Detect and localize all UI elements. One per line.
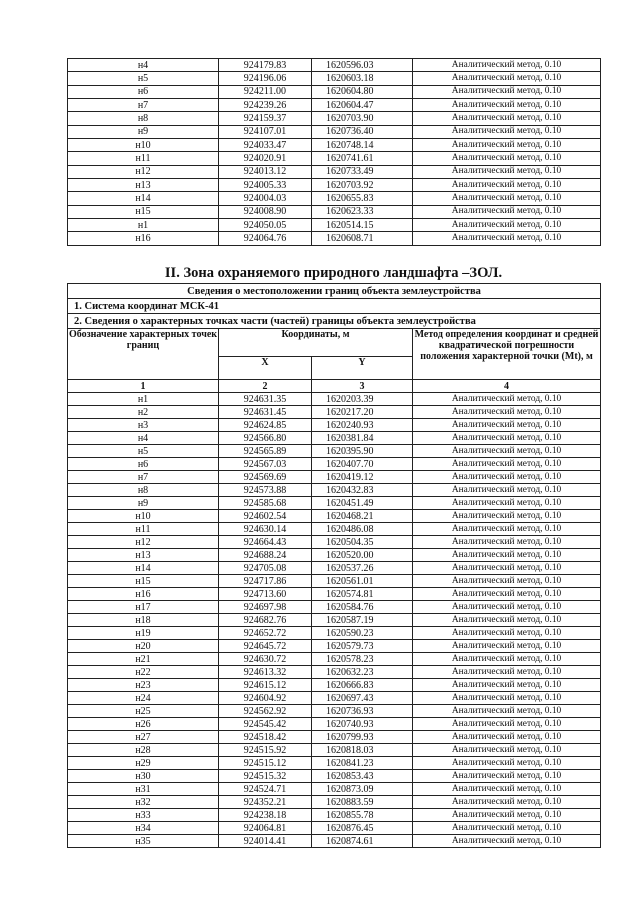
point-id: н16 xyxy=(68,232,219,245)
coordinate-y: 1620590.23 xyxy=(312,627,413,640)
coordinate-x: 924020.91 xyxy=(219,152,312,165)
coordinate-y: 1620603.18 xyxy=(312,72,413,85)
method-cell: Аналитический метод, 0.10 xyxy=(413,536,601,549)
point-id: н23 xyxy=(68,679,219,692)
column-number: 4 xyxy=(413,380,601,393)
coordinate-y: 1620604.47 xyxy=(312,99,413,112)
table-row xyxy=(68,744,601,757)
table-row xyxy=(68,770,601,783)
method-cell: Аналитический метод, 0.10 xyxy=(413,139,601,152)
point-id: н13 xyxy=(68,549,219,562)
point-id: н27 xyxy=(68,731,219,744)
coordinate-x: 924613.32 xyxy=(219,666,312,679)
coordinate-y: 1620883.59 xyxy=(312,796,413,809)
table-row xyxy=(68,112,601,125)
method-cell: Аналитический метод, 0.10 xyxy=(413,165,601,178)
method-cell: Аналитический метод, 0.10 xyxy=(413,601,601,614)
coordinate-y: 1620608.71 xyxy=(312,232,413,245)
method-cell: Аналитический метод, 0.10 xyxy=(413,192,601,205)
coordinate-y: 1620504.35 xyxy=(312,536,413,549)
table-row xyxy=(68,640,601,653)
point-id: н9 xyxy=(68,125,219,138)
coordinate-y: 1620736.40 xyxy=(312,125,413,138)
column-number: 1 xyxy=(68,380,219,393)
coordinate-y: 1620853.43 xyxy=(312,770,413,783)
point-id: н18 xyxy=(68,614,219,627)
table-row xyxy=(68,692,601,705)
point-id: н24 xyxy=(68,692,219,705)
coordinate-y: 1620578.23 xyxy=(312,653,413,666)
method-cell: Аналитический метод, 0.10 xyxy=(413,219,601,232)
coordinate-y: 1620561.01 xyxy=(312,575,413,588)
table-row xyxy=(68,627,601,640)
location-caption: Сведения о местоположении границ объекта землеустройства xyxy=(68,284,601,299)
table-row xyxy=(68,59,601,72)
point-id: н6 xyxy=(68,458,219,471)
coordinates-table-continued xyxy=(67,58,601,246)
table-row xyxy=(68,731,601,744)
coordinate-x: 924569.69 xyxy=(219,471,312,484)
method-cell: Аналитический метод, 0.10 xyxy=(413,614,601,627)
point-id: н7 xyxy=(68,471,219,484)
point-id: н4 xyxy=(68,432,219,445)
coordinate-x: 924713.60 xyxy=(219,588,312,601)
coordinate-y: 1620697.43 xyxy=(312,692,413,705)
method-cell: Аналитический метод, 0.10 xyxy=(413,497,601,510)
method-cell: Аналитический метод, 0.10 xyxy=(413,152,601,165)
column-number-row xyxy=(68,380,601,393)
table-row xyxy=(68,125,601,138)
table-row xyxy=(68,232,601,245)
coordinate-x: 924196.06 xyxy=(219,72,312,85)
method-cell: Аналитический метод, 0.10 xyxy=(413,666,601,679)
method-cell: Аналитический метод, 0.10 xyxy=(413,640,601,653)
coordinate-x: 924697.98 xyxy=(219,601,312,614)
table-row xyxy=(68,165,601,178)
point-id: н1 xyxy=(68,393,219,406)
coordinate-x: 924573.88 xyxy=(219,484,312,497)
table-row xyxy=(68,783,601,796)
table-row xyxy=(68,588,601,601)
point-id: н30 xyxy=(68,770,219,783)
coordinate-y: 1620468.21 xyxy=(312,510,413,523)
method-cell: Аналитический метод, 0.10 xyxy=(413,705,601,718)
coordinate-x: 924652.72 xyxy=(219,627,312,640)
coordinate-x: 924515.32 xyxy=(219,770,312,783)
point-id: н16 xyxy=(68,588,219,601)
coordinate-x: 924585.68 xyxy=(219,497,312,510)
table-row xyxy=(68,219,601,232)
coordinate-x: 924064.81 xyxy=(219,822,312,835)
boundary-points-table-body xyxy=(68,284,601,848)
point-id: н12 xyxy=(68,536,219,549)
point-id: н8 xyxy=(68,112,219,125)
method-cell: Аналитический метод, 0.10 xyxy=(413,835,601,848)
coordinate-y: 1620451.49 xyxy=(312,497,413,510)
table-row xyxy=(68,419,601,432)
table-row xyxy=(68,809,601,822)
method-cell: Аналитический метод, 0.10 xyxy=(413,179,601,192)
point-id: н3 xyxy=(68,419,219,432)
coordinate-x: 924008.90 xyxy=(219,205,312,218)
coordinate-x: 924159.37 xyxy=(219,112,312,125)
point-id: н17 xyxy=(68,601,219,614)
point-id: н1 xyxy=(68,219,219,232)
table-row xyxy=(68,653,601,666)
coordinate-y: 1620584.76 xyxy=(312,601,413,614)
header-method: Метод определения координат и средней квадратической погрешности положения характерной точки (Mt), м xyxy=(413,329,601,380)
point-id: н21 xyxy=(68,653,219,666)
table-row xyxy=(68,523,601,536)
method-cell: Аналитический метод, 0.10 xyxy=(413,393,601,406)
coordinate-y: 1620703.92 xyxy=(312,179,413,192)
method-cell: Аналитический метод, 0.10 xyxy=(413,406,601,419)
coordinate-x: 924004.03 xyxy=(219,192,312,205)
coordinate-y: 1620419.12 xyxy=(312,471,413,484)
point-id: н9 xyxy=(68,497,219,510)
table-row xyxy=(68,835,601,848)
method-cell: Аналитический метод, 0.10 xyxy=(413,419,601,432)
coordinate-x: 924604.92 xyxy=(219,692,312,705)
coordinate-y: 1620520.00 xyxy=(312,549,413,562)
coordinate-x: 924631.45 xyxy=(219,406,312,419)
coordinate-x: 924664.43 xyxy=(219,536,312,549)
table-row xyxy=(68,679,601,692)
column-number: 3 xyxy=(312,380,413,393)
coordinate-system-label: 1. Система координат МСК-41 xyxy=(68,299,601,314)
table-row xyxy=(68,484,601,497)
point-id: н14 xyxy=(68,192,219,205)
coordinate-x: 924050.05 xyxy=(219,219,312,232)
coordinate-y: 1620874.61 xyxy=(312,835,413,848)
coordinate-x: 924717.86 xyxy=(219,575,312,588)
method-cell: Аналитический метод, 0.10 xyxy=(413,718,601,731)
coordinate-y: 1620514.15 xyxy=(312,219,413,232)
section-title: II. Зона охраняемого природного ландшафта –ЗОЛ. xyxy=(164,265,503,281)
coordinate-x: 924630.14 xyxy=(219,523,312,536)
method-cell: Аналитический метод, 0.10 xyxy=(413,99,601,112)
coordinate-x: 924352.21 xyxy=(219,796,312,809)
point-id: н35 xyxy=(68,835,219,848)
point-id: н5 xyxy=(68,72,219,85)
method-cell: Аналитический метод, 0.10 xyxy=(413,232,601,245)
table-row xyxy=(68,666,601,679)
table-row xyxy=(68,562,601,575)
coordinate-y: 1620733.49 xyxy=(312,165,413,178)
header-coordinates: Координаты, м xyxy=(219,329,413,357)
table-row xyxy=(68,205,601,218)
method-cell: Аналитический метод, 0.10 xyxy=(413,770,601,783)
coordinate-x: 924179.83 xyxy=(219,59,312,72)
point-id: н7 xyxy=(68,99,219,112)
point-id: н31 xyxy=(68,783,219,796)
coordinate-x: 924515.12 xyxy=(219,757,312,770)
coordinate-y: 1620486.08 xyxy=(312,523,413,536)
coordinate-x: 924602.54 xyxy=(219,510,312,523)
coordinate-y: 1620579.73 xyxy=(312,640,413,653)
coordinate-x: 924033.47 xyxy=(219,139,312,152)
table-row xyxy=(68,796,601,809)
parts-caption: 2. Сведения о характерных точках части (частей) границы объекта землеустройства xyxy=(68,314,601,329)
table-row xyxy=(68,85,601,98)
method-cell: Аналитический метод, 0.10 xyxy=(413,510,601,523)
coordinate-y: 1620537.26 xyxy=(312,562,413,575)
point-id: н15 xyxy=(68,575,219,588)
coordinate-y: 1620203.39 xyxy=(312,393,413,406)
method-cell: Аналитический метод, 0.10 xyxy=(413,653,601,666)
method-cell: Аналитический метод, 0.10 xyxy=(413,783,601,796)
method-cell: Аналитический метод, 0.10 xyxy=(413,679,601,692)
coordinate-x: 924238.18 xyxy=(219,809,312,822)
coordinate-y: 1620799.93 xyxy=(312,731,413,744)
method-cell: Аналитический метод, 0.10 xyxy=(413,458,601,471)
point-id: н4 xyxy=(68,59,219,72)
method-cell: Аналитический метод, 0.10 xyxy=(413,588,601,601)
table-row xyxy=(68,139,601,152)
coordinate-y: 1620841.23 xyxy=(312,757,413,770)
coordinate-x: 924013.12 xyxy=(219,165,312,178)
point-id: н13 xyxy=(68,179,219,192)
table-row xyxy=(68,99,601,112)
coordinate-y: 1620818.03 xyxy=(312,744,413,757)
coordinate-y: 1620596.03 xyxy=(312,59,413,72)
table-row xyxy=(68,510,601,523)
coordinate-x: 924239.26 xyxy=(219,99,312,112)
coordinate-x: 924518.42 xyxy=(219,731,312,744)
coordinate-x: 924566.80 xyxy=(219,432,312,445)
method-cell: Аналитический метод, 0.10 xyxy=(413,549,601,562)
table-row xyxy=(68,179,601,192)
method-cell: Аналитический метод, 0.10 xyxy=(413,796,601,809)
point-id: н25 xyxy=(68,705,219,718)
coordinate-y: 1620873.09 xyxy=(312,783,413,796)
point-id: н32 xyxy=(68,796,219,809)
coordinate-y: 1620876.45 xyxy=(312,822,413,835)
coordinate-y: 1620240.93 xyxy=(312,419,413,432)
method-cell: Аналитический метод, 0.10 xyxy=(413,575,601,588)
boundary-points-table xyxy=(67,283,601,848)
coordinate-y: 1620655.83 xyxy=(312,192,413,205)
coordinate-y: 1620381.84 xyxy=(312,432,413,445)
table-row xyxy=(68,549,601,562)
coordinate-x: 924615.12 xyxy=(219,679,312,692)
coordinate-x: 924688.24 xyxy=(219,549,312,562)
coordinate-x: 924107.01 xyxy=(219,125,312,138)
header-y: Y xyxy=(312,356,413,379)
coordinate-x: 924682.76 xyxy=(219,614,312,627)
method-cell: Аналитический метод, 0.10 xyxy=(413,562,601,575)
coordinate-y: 1620407.70 xyxy=(312,458,413,471)
point-id: н20 xyxy=(68,640,219,653)
point-id: н34 xyxy=(68,822,219,835)
coordinate-y: 1620574.81 xyxy=(312,588,413,601)
coordinate-y: 1620604.80 xyxy=(312,85,413,98)
point-id: н5 xyxy=(68,445,219,458)
table-row xyxy=(68,471,601,484)
coordinate-x: 924565.89 xyxy=(219,445,312,458)
method-cell: Аналитический метод, 0.10 xyxy=(413,85,601,98)
coordinate-y: 1620736.93 xyxy=(312,705,413,718)
point-id: н10 xyxy=(68,139,219,152)
method-cell: Аналитический метод, 0.10 xyxy=(413,432,601,445)
point-id: н22 xyxy=(68,666,219,679)
coordinate-x: 924624.85 xyxy=(219,419,312,432)
coordinate-y: 1620587.19 xyxy=(312,614,413,627)
point-id: н14 xyxy=(68,562,219,575)
point-id: н33 xyxy=(68,809,219,822)
table-row xyxy=(68,406,601,419)
method-cell: Аналитический метод, 0.10 xyxy=(413,112,601,125)
coordinate-y: 1620395.90 xyxy=(312,445,413,458)
table-row xyxy=(68,72,601,85)
table-row xyxy=(68,432,601,445)
point-id: н12 xyxy=(68,165,219,178)
point-id: н26 xyxy=(68,718,219,731)
point-id: н2 xyxy=(68,406,219,419)
header-x: X xyxy=(219,356,312,379)
method-cell: Аналитический метод, 0.10 xyxy=(413,744,601,757)
coordinate-y: 1620217.20 xyxy=(312,406,413,419)
table-row xyxy=(68,575,601,588)
table-row xyxy=(68,497,601,510)
method-cell: Аналитический метод, 0.10 xyxy=(413,692,601,705)
table-row xyxy=(68,822,601,835)
coordinate-y: 1620632.23 xyxy=(312,666,413,679)
coordinate-x: 924524.71 xyxy=(219,783,312,796)
coordinate-y: 1620748.14 xyxy=(312,139,413,152)
coordinate-y: 1620741.61 xyxy=(312,152,413,165)
point-id: н6 xyxy=(68,85,219,98)
coordinate-x: 924631.35 xyxy=(219,393,312,406)
point-id: н10 xyxy=(68,510,219,523)
method-cell: Аналитический метод, 0.10 xyxy=(413,59,601,72)
table-row xyxy=(68,152,601,165)
table-row xyxy=(68,458,601,471)
coordinate-y: 1620623.33 xyxy=(312,205,413,218)
method-cell: Аналитический метод, 0.10 xyxy=(413,731,601,744)
method-cell: Аналитический метод, 0.10 xyxy=(413,205,601,218)
point-id: н19 xyxy=(68,627,219,640)
coordinate-x: 924545.42 xyxy=(219,718,312,731)
coordinate-y: 1620432.83 xyxy=(312,484,413,497)
coordinates-table-continued-body xyxy=(68,59,601,246)
table-row xyxy=(68,445,601,458)
coordinate-y: 1620703.90 xyxy=(312,112,413,125)
method-cell: Аналитический метод, 0.10 xyxy=(413,471,601,484)
table-row xyxy=(68,536,601,549)
coordinate-x: 924005.33 xyxy=(219,179,312,192)
method-cell: Аналитический метод, 0.10 xyxy=(413,484,601,497)
coordinate-x: 924645.72 xyxy=(219,640,312,653)
coordinate-x: 924515.92 xyxy=(219,744,312,757)
point-id: н28 xyxy=(68,744,219,757)
point-id: н11 xyxy=(68,152,219,165)
method-cell: Аналитический метод, 0.10 xyxy=(413,72,601,85)
table-row xyxy=(68,718,601,731)
method-cell: Аналитический метод, 0.10 xyxy=(413,809,601,822)
table-row xyxy=(68,192,601,205)
coordinate-x: 924562.92 xyxy=(219,705,312,718)
method-cell: Аналитический метод, 0.10 xyxy=(413,523,601,536)
method-cell: Аналитический метод, 0.10 xyxy=(413,627,601,640)
coordinate-y: 1620666.83 xyxy=(312,679,413,692)
column-number: 2 xyxy=(219,380,312,393)
coordinate-y: 1620855.78 xyxy=(312,809,413,822)
method-cell: Аналитический метод, 0.10 xyxy=(413,445,601,458)
coordinate-x: 924705.08 xyxy=(219,562,312,575)
method-cell: Аналитический метод, 0.10 xyxy=(413,125,601,138)
point-id: н29 xyxy=(68,757,219,770)
table-row xyxy=(68,705,601,718)
coordinate-x: 924211.00 xyxy=(219,85,312,98)
point-id: н15 xyxy=(68,205,219,218)
point-id: н8 xyxy=(68,484,219,497)
method-cell: Аналитический метод, 0.10 xyxy=(413,757,601,770)
table-row xyxy=(68,393,601,406)
coordinate-x: 924630.72 xyxy=(219,653,312,666)
table-row xyxy=(68,601,601,614)
table-row xyxy=(68,757,601,770)
coordinate-x: 924567.03 xyxy=(219,458,312,471)
coordinate-y: 1620740.93 xyxy=(312,718,413,731)
header-point-designation: Обозначение характерных точек границ xyxy=(68,329,219,380)
coordinate-x: 924064.76 xyxy=(219,232,312,245)
point-id: н11 xyxy=(68,523,219,536)
table-row xyxy=(68,614,601,627)
coordinate-x: 924014.41 xyxy=(219,835,312,848)
method-cell: Аналитический метод, 0.10 xyxy=(413,822,601,835)
